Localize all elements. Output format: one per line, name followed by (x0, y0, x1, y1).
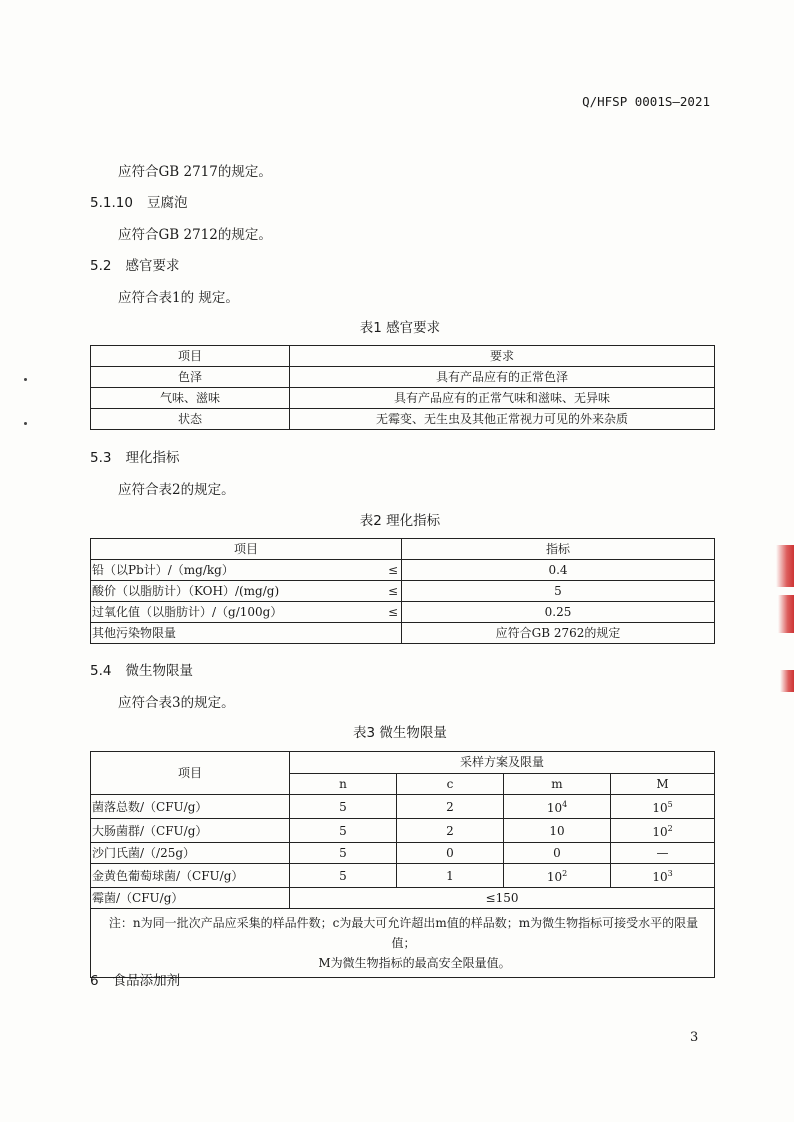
table-cell: 大肠菌群/（CFU/g） (91, 819, 290, 843)
table-cell: 1 (397, 864, 504, 888)
table-row (91, 843, 715, 864)
paragraph-table2-ref: 应符合表2的规定。 (118, 482, 235, 498)
table-physicochemical (90, 538, 715, 644)
operator: ≤ (387, 584, 398, 598)
table-cell: 气味、滋味 (91, 388, 290, 409)
table-cell (611, 819, 715, 843)
table-cell: 5 (402, 581, 715, 602)
section-title: 微生物限量 (125, 663, 193, 679)
table-cell: 5 (290, 864, 397, 888)
table-row (91, 623, 715, 644)
table-cell (91, 602, 402, 623)
paragraph-gb2717: 应符合GB 2717的规定。 (118, 164, 272, 180)
table-row (91, 409, 715, 430)
value-base: 10 (546, 801, 563, 815)
red-stamp-edge (778, 595, 794, 633)
table-cell: 状态 (91, 409, 290, 430)
table-cell: 0 (397, 843, 504, 864)
table-cell: 菌落总数/（CFU/g） (91, 795, 290, 819)
table-cell: 其他污染物限量 (91, 623, 402, 644)
table-note-row (91, 909, 715, 978)
table2-caption: 表2 理化指标 (359, 513, 441, 529)
table-row (91, 581, 715, 602)
operator: ≤ (387, 563, 398, 577)
table-cell: 0 (504, 843, 611, 864)
table-header: 要求 (290, 346, 715, 367)
table-subheader: m (504, 773, 611, 795)
value-exponent: 2 (562, 869, 568, 878)
table-header: 项目 (91, 752, 290, 795)
value-base: 10 (652, 870, 668, 884)
table-row (91, 560, 715, 581)
table-subheader: c (397, 773, 504, 795)
section-heading-5-3 (90, 446, 179, 466)
table-row (91, 795, 715, 819)
table-subheader: M (611, 773, 715, 795)
table-cell (91, 581, 402, 602)
operator: ≤ (387, 605, 398, 619)
document-code: Q/HFSP 0001S—2021 (582, 94, 710, 109)
table-header-group: 采样方案及限量 (290, 752, 715, 774)
note-line: 注：n为同一批次产品应采集的样品件数；c为最大可允许超出m值的样品数；m为微生物指标可接受水平的限量值； (108, 916, 699, 950)
table-row (91, 864, 715, 888)
table-cell: 5 (290, 795, 397, 819)
table-cell: 色泽 (91, 367, 290, 388)
table-header: 项目 (91, 346, 290, 367)
section-title: 食品添加剂 (112, 973, 181, 989)
scan-mark (24, 422, 27, 425)
table-cell: 5 (290, 843, 397, 864)
value-base: 10 (652, 825, 668, 839)
section-number: 5.3 (90, 450, 112, 466)
table-note (91, 909, 715, 978)
table-row (91, 819, 715, 843)
table-cell (611, 795, 715, 819)
table-cell: 0.25 (402, 602, 715, 623)
paragraph-table1-ref: 应符合表1的 规定。 (118, 290, 239, 306)
table-cell: 2 (397, 819, 504, 843)
table-cell: 5 (290, 819, 397, 843)
table-cell: 2 (397, 795, 504, 819)
section-number: 5.1.10 (90, 195, 133, 211)
table-cell (91, 560, 402, 581)
value-exponent: 4 (562, 800, 568, 809)
table-row (91, 367, 715, 388)
value-base: 10 (549, 823, 565, 838)
section-heading-5-1-10 (90, 191, 187, 211)
table-cell: 沙门氏菌/（/25g） (91, 843, 290, 864)
item-label: 酸价（以脂肪计）（KOH）/(mg/g) (92, 584, 280, 598)
red-stamp-edge (776, 545, 794, 587)
table-cell (504, 864, 611, 888)
table3-caption: 表3 微生物限量 (353, 725, 447, 741)
section-title: 豆腐泡 (146, 195, 188, 211)
table-cell: 应符合GB 2762的规定 (402, 623, 715, 644)
table-microbial-limits (90, 751, 715, 978)
table-cell: 具有产品应有的正常气味和滋味、无异味 (290, 388, 715, 409)
table-cell: 金黄色葡萄球菌/（CFU/g） (91, 864, 290, 888)
table-cell: 0.4 (402, 560, 715, 581)
item-label: 铅（以Pb计）/（mg/kg） (92, 563, 234, 577)
value-base: 10 (546, 870, 563, 884)
paragraph-gb2712: 应符合GB 2712的规定。 (118, 227, 272, 243)
table-sensory-requirements (90, 345, 715, 430)
value-exponent: 2 (667, 824, 673, 833)
item-label: 过氧化值（以脂肪计）/（g/100g） (92, 605, 283, 619)
section-heading-6 (90, 969, 180, 989)
table-row (91, 602, 715, 623)
red-stamp-edge (780, 670, 794, 692)
table-cell (611, 864, 715, 888)
section-number: 6 (90, 973, 99, 989)
table-row (91, 388, 715, 409)
section-title: 理化指标 (125, 450, 180, 466)
table-cell: 无霉变、无生虫及其他正常视力可见的外来杂质 (290, 409, 715, 430)
table-header: 项目 (91, 539, 402, 560)
section-number: 5.4 (90, 663, 112, 679)
table1-caption: 表1 感官要求 (359, 320, 441, 336)
table-cell: ≤150 (290, 888, 715, 909)
paragraph-table3-ref: 应符合表3的规定。 (118, 695, 235, 711)
section-number: 5.2 (90, 258, 112, 274)
table-subheader: n (290, 773, 397, 795)
table-cell: 霉菌/（CFU/g） (91, 888, 290, 909)
page-number: 3 (690, 1030, 699, 1045)
value-exponent: 5 (667, 800, 673, 809)
table-cell: — (611, 843, 715, 864)
scan-mark (24, 378, 27, 381)
section-heading-5-4 (90, 659, 193, 679)
table-cell (504, 795, 611, 819)
value-base: 10 (652, 801, 668, 815)
note-line: M为微生物指标的最高安全限量值。 (318, 956, 511, 970)
value-exponent: 3 (667, 869, 673, 878)
table-row (91, 888, 715, 909)
table-cell (504, 819, 611, 843)
section-title: 感官要求 (125, 258, 180, 274)
table-header: 指标 (402, 539, 715, 560)
section-heading-5-2 (90, 254, 179, 274)
table-cell: 具有产品应有的正常色泽 (290, 367, 715, 388)
